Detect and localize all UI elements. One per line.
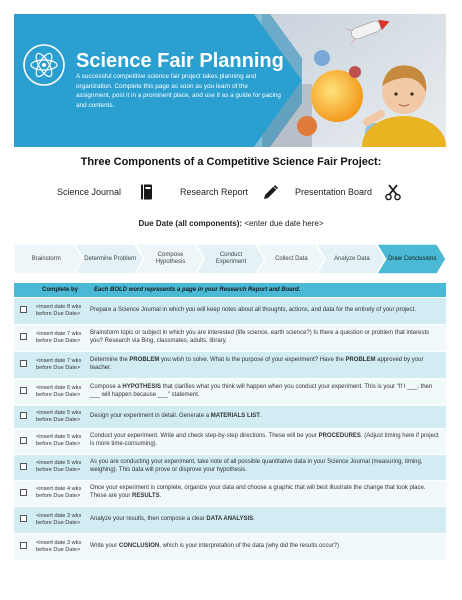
task-checkbox[interactable] bbox=[20, 360, 27, 367]
task-text: . bbox=[159, 493, 162, 499]
report-page-keyword: HYPOTHESIS bbox=[122, 383, 162, 390]
checkbox-cell bbox=[14, 454, 32, 480]
task-description bbox=[88, 405, 446, 428]
process-step-label: Collect Data bbox=[275, 255, 308, 262]
checkbox-column-header bbox=[14, 283, 32, 297]
task-checkbox[interactable] bbox=[20, 515, 27, 522]
task-description bbox=[88, 480, 446, 506]
task-description bbox=[88, 428, 446, 454]
task-checkbox[interactable] bbox=[20, 333, 27, 340]
table-row bbox=[14, 533, 446, 560]
complete-by-header: Complete by bbox=[32, 283, 88, 297]
task-description bbox=[88, 378, 446, 405]
task-description bbox=[88, 351, 446, 378]
process-step-label: Analyze Data bbox=[334, 255, 370, 262]
report-page-keyword: PROBLEM bbox=[345, 356, 376, 363]
checkbox-cell bbox=[14, 351, 32, 378]
report-page-keyword: DATA ANALYSIS bbox=[206, 515, 254, 522]
table-row bbox=[14, 378, 446, 405]
complete-by-date[interactable]: <insert date 5 wks before Due Date> bbox=[32, 428, 88, 454]
task-checkbox[interactable] bbox=[20, 412, 27, 419]
notebook-icon bbox=[140, 184, 153, 200]
due-date-value[interactable]: <enter due date here> bbox=[244, 219, 324, 228]
task-text: Analyze your results, then compose a clear bbox=[90, 515, 207, 522]
table-header-row bbox=[14, 283, 446, 297]
report-page-keyword: PROCEDURES bbox=[318, 433, 361, 440]
complete-by-date[interactable]: <insert date 7 wks before Due Date> bbox=[32, 351, 88, 378]
task-text: Prepare a Science Journal in which you will keep notes about all thoughts, actions, and data for the entirety of your project. bbox=[90, 306, 416, 313]
process-step-label: Draw Conclusions bbox=[388, 255, 437, 262]
task-text: you wish to solve. What is the purpose of your experiment? Have the bbox=[159, 356, 346, 363]
table-row bbox=[14, 506, 446, 533]
report-page-keyword: PROBLEM bbox=[129, 356, 160, 363]
task-checkbox[interactable] bbox=[20, 306, 27, 313]
checkbox-cell bbox=[14, 324, 32, 351]
scissors-icon bbox=[385, 183, 401, 201]
table-row bbox=[14, 297, 446, 324]
checkbox-cell bbox=[14, 506, 32, 533]
task-text: Conduct your experiment. Write and check step-by-step directions. These will be your bbox=[90, 433, 319, 440]
checkbox-cell bbox=[14, 378, 32, 405]
table-row bbox=[14, 324, 446, 351]
task-description bbox=[88, 297, 446, 324]
task-checkbox[interactable] bbox=[20, 387, 27, 394]
pencil-icon bbox=[263, 184, 279, 200]
complete-by-date[interactable]: <insert date 7 wks before Due Date> bbox=[32, 324, 88, 351]
task-text: Once your experiment is complete, organize your data and choose a graphic that will best illustrate the change that took place. These are your bbox=[90, 485, 426, 499]
checkbox-cell bbox=[14, 405, 32, 428]
components-heading: Three Components of a Competitive Science Fair Project: bbox=[80, 156, 382, 168]
task-description bbox=[88, 506, 446, 533]
component-science-journal: Science Journal bbox=[57, 187, 122, 197]
component-research-report: Research Report bbox=[180, 187, 249, 197]
task-text: Determine the bbox=[90, 356, 130, 363]
task-text: approved by your teacher. bbox=[90, 356, 424, 371]
task-checkbox[interactable] bbox=[20, 463, 27, 470]
table-row bbox=[14, 351, 446, 378]
due-date-label: Due Date (all components): bbox=[138, 219, 243, 228]
task-text: that clarifies what you think will happen when you conduct your experiment. This is your "If I ___, then ___ will happen because ___" statement. bbox=[90, 383, 433, 398]
table-row bbox=[14, 480, 446, 506]
checkbox-cell bbox=[14, 533, 32, 560]
process-step-label: Compose Hypothesis bbox=[155, 252, 186, 265]
page-title: Science Fair Planning bbox=[76, 50, 284, 72]
intro-text: A successful competitive science fair project takes planning and organization. Complete this page as soon as you learn of the assignment, post it in a prominent place, and use it as a guide for pacing and contents. bbox=[76, 73, 281, 109]
task-description bbox=[88, 324, 446, 351]
complete-by-date[interactable]: <insert date 8 wks before Due Date> bbox=[32, 297, 88, 324]
task-text: , which is your interpretation of the data (why did the results occur?) bbox=[159, 542, 340, 549]
task-text: Compose a bbox=[90, 383, 123, 390]
task-text: Brainstorm topic or subject in which you are interested (life science, earth science?) Is there a question or problem that interests you? Research via Bing, classmates, adults, library. bbox=[90, 329, 430, 344]
complete-by-date[interactable]: <insert date 6 wks before Due Date> bbox=[32, 378, 88, 405]
complete-by-date[interactable]: <insert date 5 wks before Due Date> bbox=[32, 405, 88, 428]
process-step-label: Determine Problem bbox=[84, 255, 136, 262]
report-page-keyword: RESULTS bbox=[132, 493, 160, 499]
task-description bbox=[88, 533, 446, 560]
complete-by-date[interactable]: <insert date 3 wks before Due Date> bbox=[32, 506, 88, 533]
task-text: Design your experiment in detail. Generate a bbox=[90, 412, 211, 419]
task-description bbox=[88, 454, 446, 480]
task-text: . bbox=[259, 412, 262, 419]
schedule-table bbox=[14, 283, 446, 561]
checkbox-cell bbox=[14, 480, 32, 506]
due-date-line bbox=[0, 219, 462, 228]
task-text: . bbox=[253, 515, 255, 522]
task-checkbox[interactable] bbox=[20, 437, 27, 444]
complete-by-date[interactable]: <insert date 5 wks before Due Date> bbox=[32, 454, 88, 480]
report-page-keyword: MATERIALS LIST bbox=[210, 412, 260, 419]
task-text: Write your bbox=[90, 542, 119, 549]
table-row bbox=[14, 454, 446, 480]
process-step-label: Conduct Experiment bbox=[215, 252, 247, 265]
report-page-keyword: CONCLUSION bbox=[118, 542, 160, 549]
table-row bbox=[14, 405, 446, 428]
complete-by-date[interactable]: <insert date 3 wks before Due Date> bbox=[32, 533, 88, 560]
table-row bbox=[14, 428, 446, 454]
atom-icon bbox=[22, 43, 66, 87]
checkbox-cell bbox=[14, 428, 32, 454]
task-text: . (Adjust timing here if project is more time-consuming). bbox=[90, 433, 439, 447]
complete-by-date[interactable]: <insert date 4 wks before Due Date> bbox=[32, 480, 88, 506]
component-presentation-board: Presentation Board bbox=[295, 187, 373, 197]
checkbox-cell bbox=[14, 297, 32, 324]
task-checkbox[interactable] bbox=[20, 542, 27, 549]
task-checkbox[interactable] bbox=[20, 489, 27, 496]
task-text: As you are conducting your experiment, take note of all possible quantitative data in your Science Journal (measuring, timing, weighing). This data will prove or disprove your hypothesis. bbox=[90, 459, 423, 473]
bold-note-header: Each BOLD word represents a page in your Research Report and Board. bbox=[88, 283, 446, 297]
process-step-label: Brainstorm bbox=[31, 255, 61, 262]
